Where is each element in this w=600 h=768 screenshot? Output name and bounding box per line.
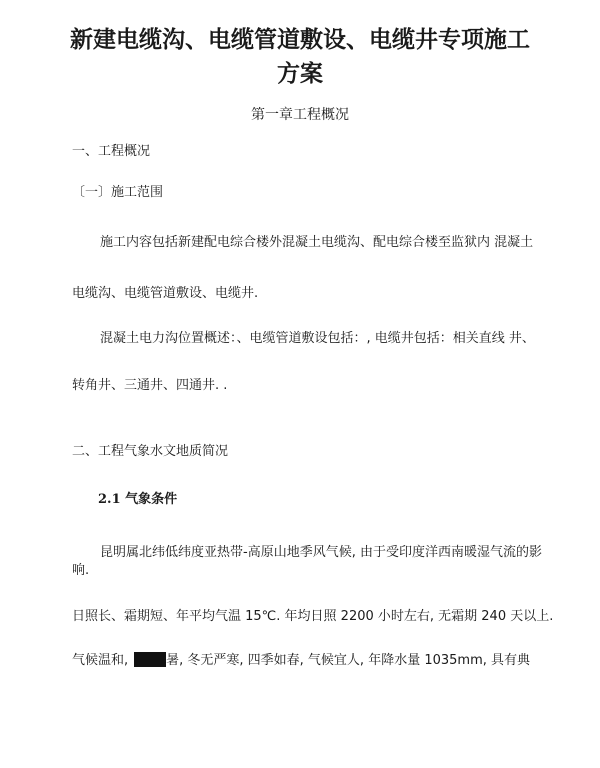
paragraph-5-prefix: 气候温和,	[72, 653, 129, 668]
section-1-heading: 一、工程概况	[72, 144, 151, 159]
paragraph-2-line-2: 转角井、三通井、四通井. .	[72, 378, 228, 393]
paragraph-3-line-1: 昆明属北纬低纬度亚热带-高原山地季风气候, 由于受印度洋西南暖湿气流的影	[100, 545, 542, 560]
paragraph-4-line-1: 日照长、霜期短、年平均气温 15℃. 年均日照 2200 小时左右, 无霜期 240 天以上.	[72, 609, 554, 624]
section-2-heading: 二、工程气象水文地质简况	[72, 444, 229, 459]
subsection-1-heading: 〔一〕施工范围	[72, 185, 164, 200]
paragraph-2-line-1: 混凝土电力沟位置概述：、电缆管道敷设包括：, 电缆井包括：相关直线 井、	[100, 331, 535, 346]
subsection-2-heading: 2.1 气象条件	[98, 492, 178, 507]
paragraph-3-line-2: 响.	[72, 563, 90, 578]
paragraph-5-line-1	[72, 652, 530, 670]
paragraph-5-suffix: 暑, 冬无严寒, 四季如春, 气候宜人, 年降水量 1035mm, 具有典	[166, 653, 531, 668]
document-title-line-1: 新建电缆沟、电缆管道敷设、电缆井专项施工	[70, 26, 530, 53]
chapter-heading: 第一章工程概况	[251, 107, 349, 123]
redaction-block	[134, 652, 166, 667]
document-title-line-2: 方案	[277, 60, 323, 87]
paragraph-1-line-1: 施工内容包括新建配电综合楼外混凝土电缆沟、配电综合楼至监狱内 混凝土	[100, 235, 534, 250]
paragraph-1-line-2: 电缆沟、电缆管道敷设、电缆井.	[72, 286, 259, 301]
